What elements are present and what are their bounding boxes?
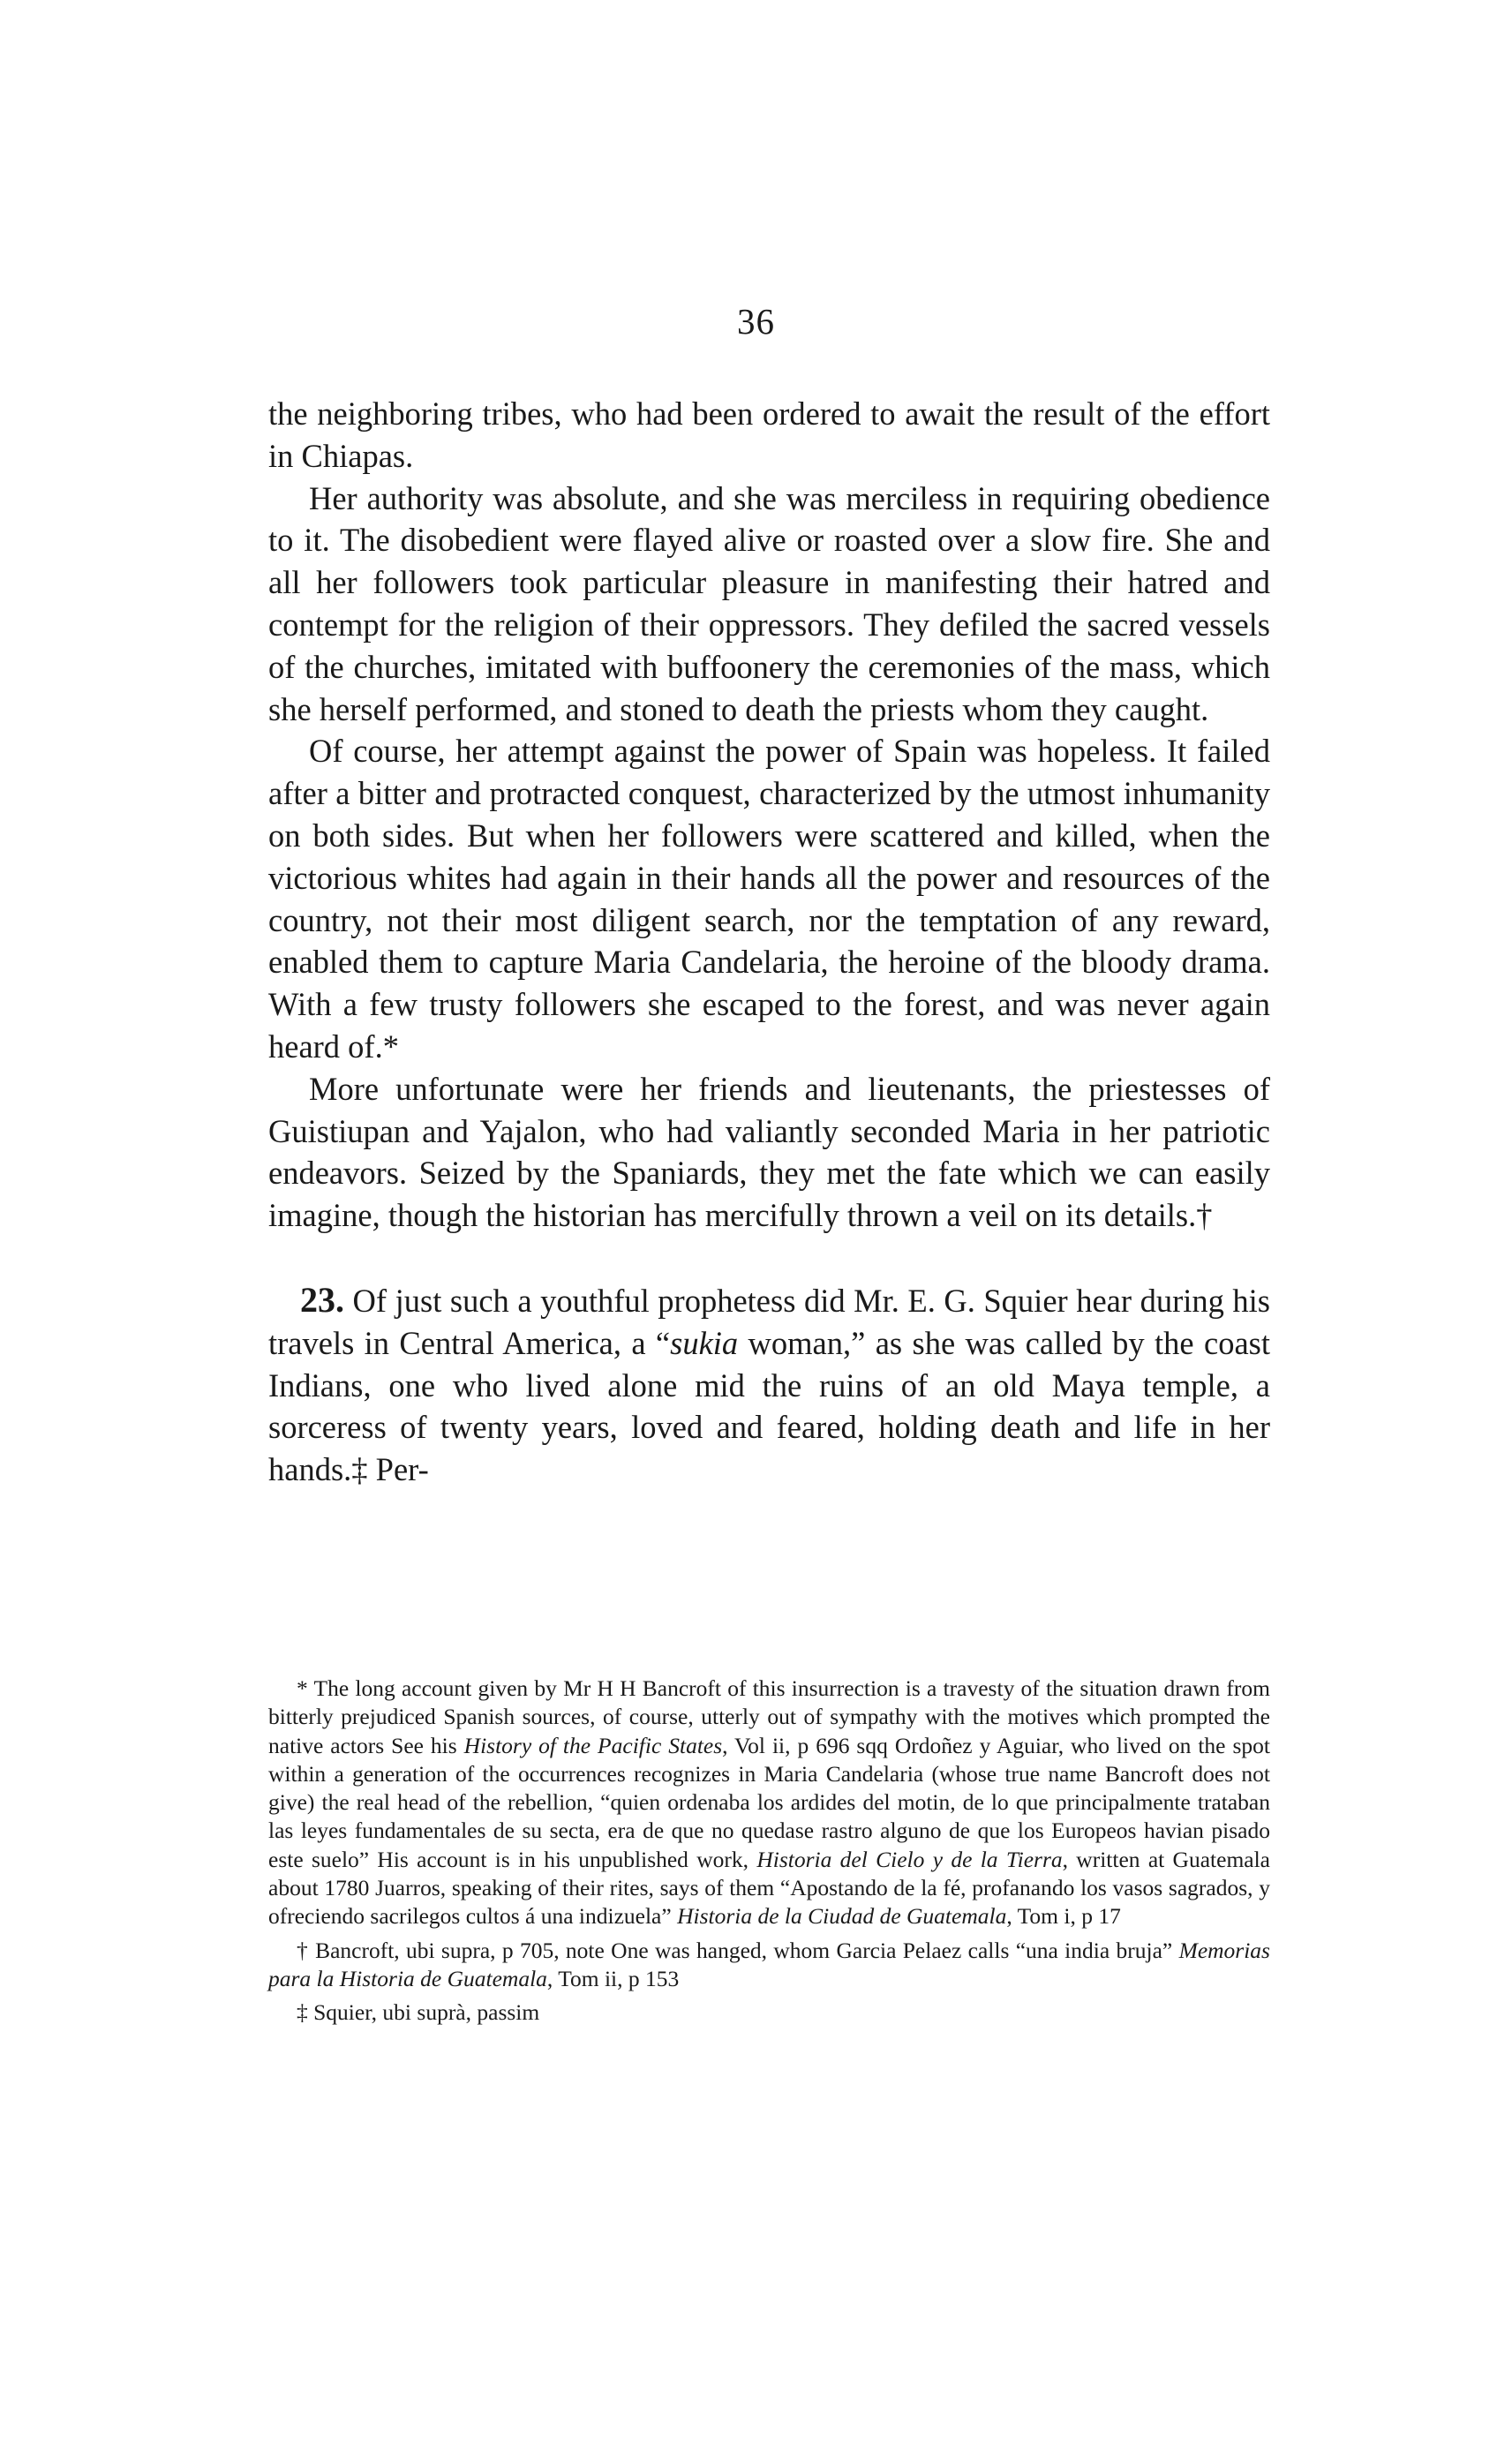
footnote-text: , written at Guatemala about 1780 Juarros, speaking of their rites, says of them “Apostando de la fé, profanando los vasos sagrados, y ofreciendo sacrilegos cultos á una indizuela” (268, 1846, 1271, 1930)
section-text-start: Of just such a youthful prophetess did Mr. E. G. Squier hear during his travels in Central America, a “ (268, 1282, 1271, 1361)
footnote-italic-title: Historia de la Ciudad de Guatemala (677, 1903, 1007, 1930)
paragraph-continuation: the neighboring tribes, who had been ordered to await the result of the effort in Chiapas. (268, 395, 1270, 474)
paragraph-authority: Her authority was absolute, and she was merciless in requiring obedience to it. The disobedient were flayed alive or roasted over a slow fire. She and all her followers took particular pleasure in manifesting their hatred and contempt for the religion of their oppressors. They defiled the sacred vessels of the churches, imitated with buffoonery the ceremonies of the mass, which she herself performed, and stoned to death the priests whom they caught. (268, 479, 1270, 727)
footnote-dagger (268, 1937, 1270, 1994)
footnotes (268, 1675, 1270, 2028)
footnote-text: , Tom ii, p 153 (546, 1965, 680, 1991)
footnote-italic-title: Memorias para la Historia de Guatemala (268, 1937, 1270, 1991)
body-text (268, 393, 1270, 1491)
page-number: 36 (737, 301, 775, 342)
footnote-text: , Vol ii, p 696 sqq Ordoñez y Aguiar, who lived on the spot within a generation of the occurrences recognizes in Maria Candelaria (whose true name Bancroft does not give) the real head of the rebellion, “quien ordenaba los ardides del motin, de lo que principalmente trataban las leyes fundamentales de su secta, era de que no quedase rastro alguno de que los Europeos havian pisado este suelo” His account is in his unpublished work, (268, 1732, 1270, 1872)
footnote-italic-title: History of the Pacific States (463, 1732, 723, 1758)
footnote-text: † Bancroft, ubi supra, p 705, note One was hanged, whom Garcia Pelaez calls “una india bruja” (297, 1937, 1179, 1963)
footnote-italic-title: Historia del Cielo y de la Tierra (756, 1846, 1063, 1872)
footnote-asterisk (268, 1675, 1270, 1931)
footnote-text: * The long account given by Mr H H Bancroft of this insurrection is a travesty of the situation drawn from bitterly prejudiced Spanish sources, of course, utterly out of sympathy with the motives which prompted the native actors See his (268, 1675, 1270, 1758)
paragraph-lieutenants: More unfortunate were her friends and lieutenants, the priestesses of Guistiupan and Yajalon, who had valiantly seconded Maria in her patriotic endeavors. Seized by the Spaniards, they met the fate which we can easily imagine, though the historian has mercifully thrown a veil on its details.† (268, 1070, 1270, 1234)
section-text-end: woman,” as she was called by the coast Indians, one who lived alone mid the ruins of an old Maya temple, a sorceress of twenty years, loved and feared, holding death and life in her hands.‡ Per- (268, 1324, 1270, 1488)
section-text-italic: sukia (670, 1324, 739, 1361)
footnote-text: , Tom i, p 17 (1006, 1903, 1121, 1930)
paragraph-attempt: Of course, her attempt against the power of Spain was hopeless. It failed after a bitter and protracted conquest, characterized by the utmost inhumanity on both sides. But when her followers were scattered and killed, when the victorious whites had again in their hands all the power and resources of the country, not their most diligent search, nor the temptation of any reward, enabled them to capture Maria Candelaria, the heroine of the bloody drama. With a few trusty followers she escaped to the forest, and was never again heard of.* (268, 733, 1270, 1065)
footnote-double-dagger: ‡ Squier, ubi suprà, passim (297, 1999, 540, 2026)
section-number: 23. (300, 1279, 344, 1320)
section-23-paragraph (268, 1279, 1270, 1491)
